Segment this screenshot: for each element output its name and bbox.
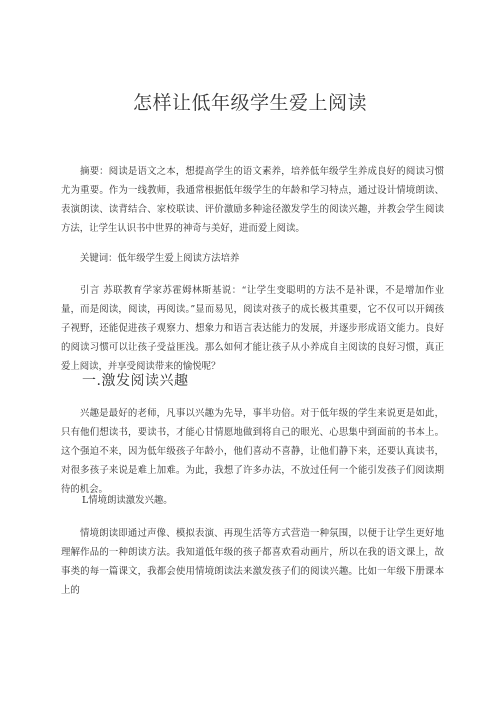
keywords-paragraph: 关键词：低年级学生爱上阅读方法培养 — [80, 253, 240, 264]
intro-paragraph: 引言 苏联教育学家苏霍姆林斯基说：“让学生变聪明的方法不是补课，不是增加作业量，而是阅读，阅读，再阅读。”显而易见，阅读对孩子的成长极其重要，它不仅可以开阔孩子视野，还能促进孩子观察力、想象力和语言表达能力的发展，并逐步形成语文能力。良好的阅读习惯可以让孩子受益匪浅。那么如何才能让孩子从小养成自主阅读的良好习惯，真正爱上阅读，并享受阅读带来的愉悦呢？ — [61, 285, 444, 372]
document-title: 怎样让低年级学生爱上阅读 — [132, 92, 367, 114]
section-body-paragraph: 兴趣是最好的老师，凡事以兴趣为先导，事半功倍。对于低年级的学生来说更是如此，只有他们想读书，要读书，才能心甘情愿地做到将自己的眼光、心思集中到面前的书本上。这个强迫不来，因为低年级孩子年龄小，他们喜动不喜静，让他们静下来，还要认真读书，对很多孩子来说是难上加难。为此，我想了许多办法，不放过任何一个能引发孩子们阅读期待的机会。 — [61, 408, 444, 495]
subsection-heading: L情境朗读激发兴趣。 — [82, 495, 173, 506]
abstract-paragraph: 摘要：阅读是语文之本，想提高学生的语文素养，培养低年级学生养成良好的阅读习惯尤为重要。作为一线教师，我通常根据低年级学生的年龄和学习特点，通过设计情境朗读、表演朗读、读背结合、家校联读、评价激励多种途径激发学生的阅读兴趣，并教会学生阅读方法，让学生认识书中世界的神奇与美好，进而爱上阅读。 — [61, 166, 444, 234]
section-heading: 一.激发阅读兴趣 — [82, 373, 189, 389]
subsection-body-paragraph: 情境朗读即通过声像、模拟表演、再现生活等方式营造一种氛围，以便于让学生更好地理解作品的一种朗读方法。我知道低年级的孩子都喜欢看动画片，所以在我的语文课上，故事类的每一篇课文，我都会使用情境朗读法来激发孩子们的阅读兴趣。比如一年级下册课本上的 — [61, 528, 444, 596]
